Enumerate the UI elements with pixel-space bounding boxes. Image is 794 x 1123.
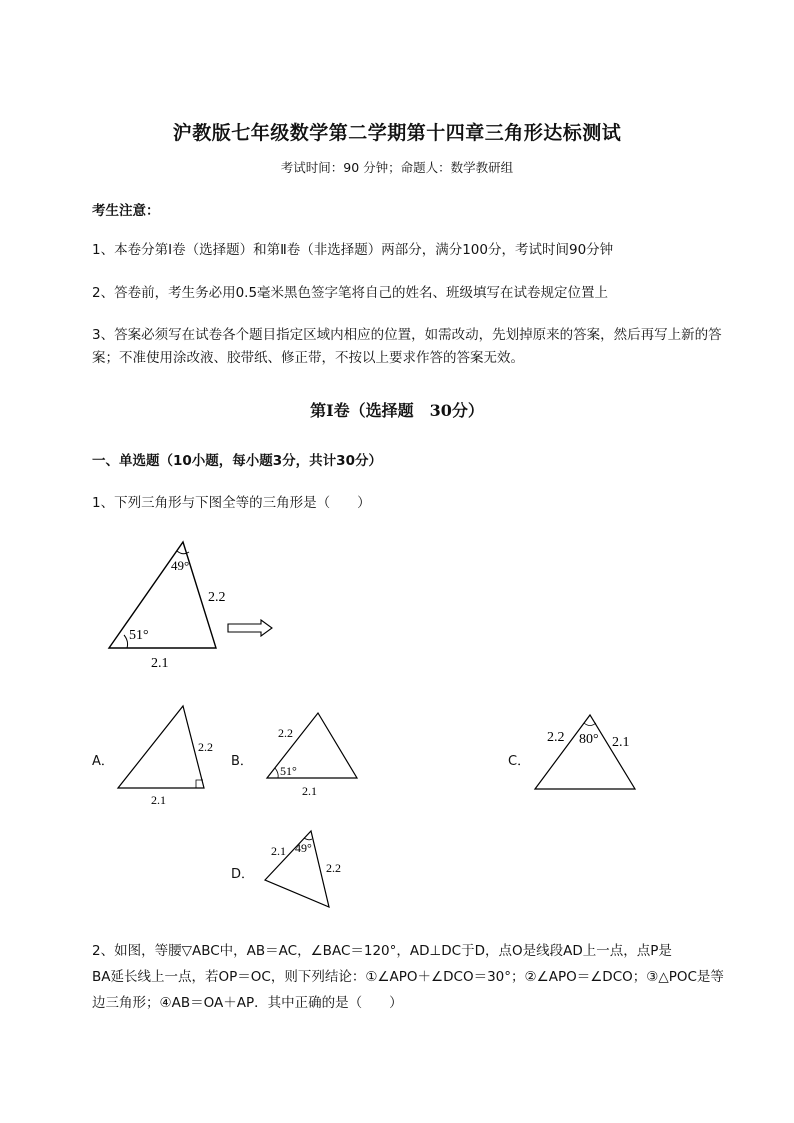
question-2-line-2: BA延长线上一点，若OP＝OC，则下列结论：①∠APO＋∠DCO＝30°；②∠APO＝∠DCO；③△POC是等 bbox=[92, 969, 724, 985]
option-d-figure[interactable] bbox=[260, 825, 360, 915]
part-heading: 一、单选题（10小题，每小题3分，共计30分） bbox=[92, 453, 382, 469]
figure-side-bottom: 2.1 bbox=[151, 656, 169, 671]
option-b-side-bottom: 2.1 bbox=[302, 784, 317, 798]
figure-angle-top: 49° bbox=[171, 558, 190, 573]
option-b-side-left: 2.2 bbox=[278, 726, 293, 740]
option-c-angle: 80° bbox=[579, 732, 599, 747]
notice-heading: 考生注意： bbox=[92, 203, 160, 219]
option-d-label[interactable]: D． bbox=[231, 867, 255, 882]
notice-item-3: 3、答案必须写在试卷各个题目指定区域内相应的位置，如需改动，先划掉原来的答案，然后再写上新的答案；不准使用涂改液、胶带纸、修正带，不按以上要求作答的答案无效。 bbox=[92, 327, 722, 366]
option-d-side-right: 2.2 bbox=[326, 861, 341, 875]
option-b-angle: 51° bbox=[280, 764, 297, 778]
page-title: 沪教版七年级数学第二学期第十四章三角形达标测试 bbox=[172, 122, 622, 144]
option-b-figure[interactable] bbox=[260, 705, 370, 800]
option-c-side-right: 2.1 bbox=[612, 735, 630, 750]
option-c-side-left: 2.2 bbox=[547, 730, 565, 745]
figure-angle-left: 51° bbox=[129, 628, 149, 643]
option-a-figure[interactable] bbox=[110, 700, 220, 810]
option-a-label[interactable]: A． bbox=[92, 754, 114, 769]
option-a-side-bottom: 2.1 bbox=[151, 793, 166, 807]
question-1-stem: 1、下列三角形与下图全等的三角形是（ ） bbox=[92, 495, 371, 511]
option-c-label[interactable]: C． bbox=[508, 754, 531, 769]
option-a-side-right: 2.2 bbox=[198, 740, 213, 754]
question-2-line-1: 2、如图，等腰▽ABC中，AB＝AC，∠BAC＝120°，AD⊥DC于D，点O是线段AD上一点，点P是 bbox=[92, 943, 672, 959]
figure-side-right: 2.2 bbox=[208, 590, 226, 605]
option-d-angle: 49° bbox=[295, 841, 312, 855]
page-subtitle: 考试时间：90 分钟；命题人：数学教研组 bbox=[280, 160, 514, 175]
option-c-figure[interactable] bbox=[530, 710, 650, 800]
question-2-line-3: 边三角形；④AB＝OA＋AP．其中正确的是（ ） bbox=[92, 995, 403, 1011]
notice-item-2: 2、答卷前，考生务必用0.5毫米黑色签字笔将自己的姓名、班级填写在试卷规定位置上 bbox=[92, 285, 609, 301]
notice-item-1: 1、本卷分第Ⅰ卷（选择题）和第Ⅱ卷（非选择题）两部分，满分100分，考试时间90分钟 bbox=[92, 242, 614, 258]
question-1-figure bbox=[100, 535, 280, 675]
option-d-side-left: 2.1 bbox=[271, 844, 286, 858]
option-b-label[interactable]: B． bbox=[231, 754, 253, 769]
section-title: 第Ⅰ卷（选择题 30分） bbox=[310, 401, 484, 420]
